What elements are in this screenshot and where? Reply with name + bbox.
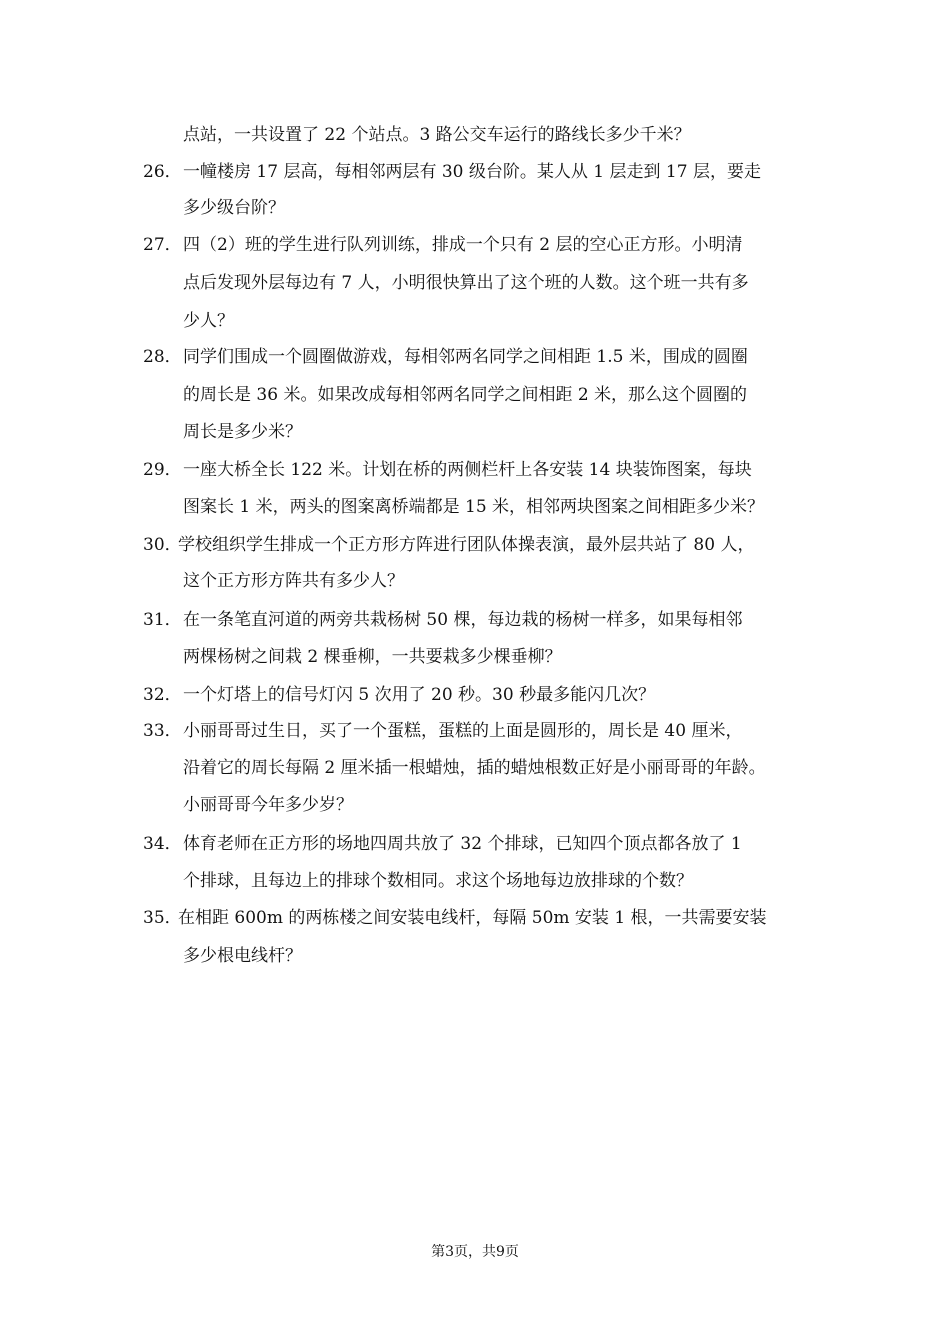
page-number-label: 第3页，共9页 bbox=[431, 1244, 519, 1260]
problem-text-line: 两棵杨树之间栽 2 棵垂柳，一共要栽多少棵垂柳？ bbox=[183, 647, 562, 667]
problem-text-line: 小丽哥哥今年多少岁？ bbox=[183, 795, 353, 815]
problem-text-line: 图案长 1 米，两头的图案离桥端都是 15 米，相邻两块图案之间相距多少米？ bbox=[183, 497, 765, 517]
page-footer bbox=[0, 1243, 950, 1261]
problem-text-line: 点站，一共设置了 22 个站点。3 路公交车运行的路线长多少千米？ bbox=[183, 125, 691, 145]
problem-text-line: 学校组织学生排成一个正方形方阵进行团队体操表演，最外层共站了 80 人， bbox=[178, 535, 755, 555]
problem-text-line: 四（2）班的学生进行队列训练，排成一个只有 2 层的空心正方形。小明清 bbox=[183, 235, 743, 255]
problem-text-line: 一座大桥全长 122 米。计划在桥的两侧栏杆上各安装 14 块装饰图案，每块 bbox=[183, 460, 752, 480]
problem-text-line: 一个灯塔上的信号灯闪 5 次用了 20 秒。30 秒最多能闪几次？ bbox=[183, 685, 656, 705]
problem-text-line: 多少级台阶？ bbox=[183, 198, 285, 218]
problem-text-line: 体育老师在正方形的场地四周共放了 32 个排球，已知四个顶点都各放了 1 bbox=[183, 834, 742, 854]
problem-text-line: 小丽哥哥过生日，买了一个蛋糕，蛋糕的上面是圆形的，周长是 40 厘米， bbox=[183, 721, 743, 741]
problem-text-line: 个排球，且每边上的排球个数相同。求这个场地每边放排球的个数？ bbox=[183, 871, 693, 891]
problem-text-line: 这个正方形方阵共有多少人？ bbox=[183, 571, 404, 591]
problem-number: 35． bbox=[143, 908, 182, 928]
problem-number: 31． bbox=[143, 610, 182, 630]
problem-text-line: 点后发现外层每边有 7 人，小明很快算出了这个班的人数。这个班一共有多 bbox=[183, 273, 749, 293]
problem-text-line: 在相距 600m 的两栋楼之间安装电线杆，每隔 50m 安装 1 根，一共需要安装 bbox=[178, 908, 767, 928]
problem-text-line: 周长是多少米？ bbox=[183, 422, 302, 442]
problem-number: 27． bbox=[143, 235, 182, 255]
problem-text-line: 的周长是 36 米。如果改成每相邻两名同学之间相距 2 米，那么这个圆圈的 bbox=[183, 385, 748, 405]
problem-text-line: 一幢楼房 17 层高，每相邻两层有 30 级台阶。某人从 1 层走到 17 层，要走 bbox=[183, 162, 761, 182]
problem-number: 34． bbox=[143, 834, 182, 854]
problem-text-line: 少人？ bbox=[183, 311, 234, 331]
problem-text-line: 同学们围成一个圆圈做游戏，每相邻两名同学之间相距 1.5 米，围成的圆圈 bbox=[183, 347, 748, 367]
problem-number: 30． bbox=[143, 535, 182, 555]
problem-number: 26． bbox=[143, 162, 182, 182]
problem-number: 33． bbox=[143, 721, 182, 741]
problem-number: 32． bbox=[143, 685, 182, 705]
problem-number: 29． bbox=[143, 460, 182, 480]
problem-text-line: 多少根电线杆？ bbox=[183, 946, 302, 966]
problem-text-line: 在一条笔直河道的两旁共栽杨树 50 棵，每边栽的杨树一样多，如果每相邻 bbox=[183, 610, 743, 630]
problem-text-line: 沿着它的周长每隔 2 厘米插一根蜡烛，插的蜡烛根数正好是小丽哥哥的年龄。 bbox=[183, 758, 766, 778]
problem-number: 28． bbox=[143, 347, 182, 367]
